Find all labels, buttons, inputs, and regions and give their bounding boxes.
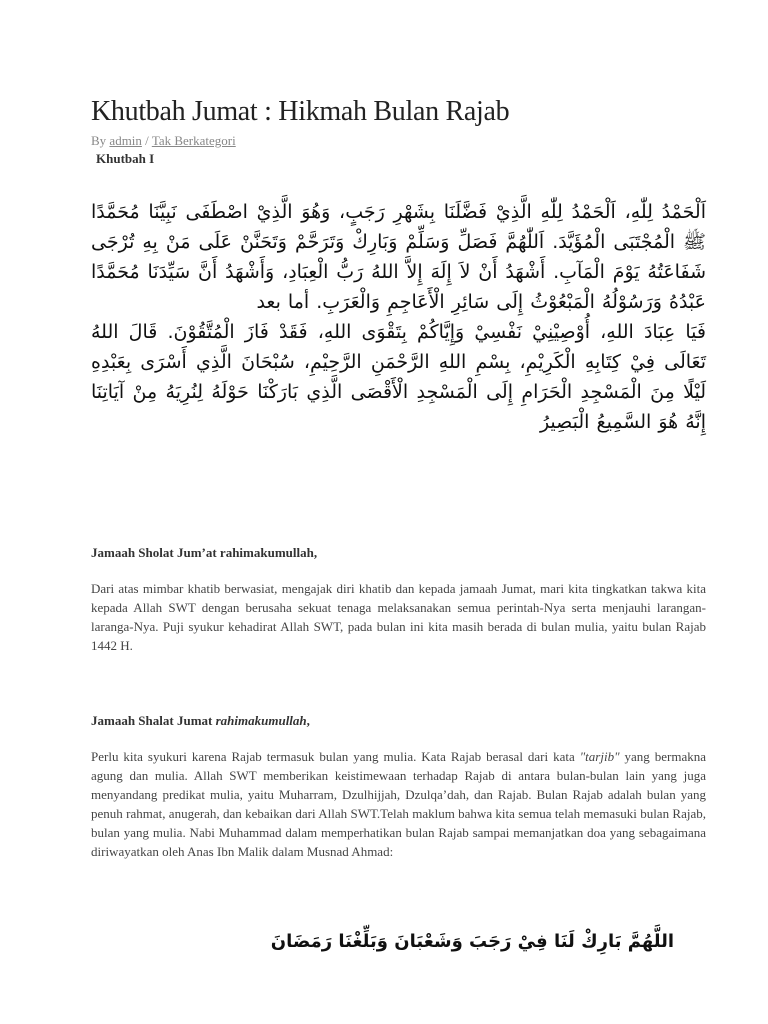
article-title: Khutbah Jumat : Hikmah Bulan Rajab: [91, 96, 510, 127]
author-link[interactable]: admin: [109, 133, 142, 148]
article: [91, 95, 706, 952]
section-heading-2: [91, 713, 706, 729]
arabic-text-block: [91, 197, 706, 437]
meta-by-prefix: By: [91, 133, 110, 148]
paragraph-2-part2: yang bermakna agung dan mulia. Allah SWT memberikan keistimewaan terhadap Rajab di antara bulan-bulan lain yang juga menyandang predikat mulia, yaitu Muharram, Dzulhijjah, Dzulqa’dah, dan Rajab. Bulan Rajab adalah bulan yang penuh rahmat, anugerah, dan kebaikan dari Allah SWT.Telah maklum bahwa kita semua telah memasuki bulan Rajab, bulan yang mulia. Nabi Muhammad dalam memperhatikan bulan Rajab sampai memanjatkan doa yang sebagaimana diriwayatkan oleh Anas Ibn Malik dalam Musnad Ahmad:: [91, 749, 706, 859]
article-meta: [91, 133, 706, 149]
heading-2-suffix: ,: [306, 713, 310, 728]
arabic-second: فَيَا عِبَادَ اللهِ، أُوْصِيْنِيْ نَفْسِيْ وَإِيَّاكُمْ بِتَقْوَى اللهِ، فَقَدْ فَازَ الْمُتَّقُوْنَ. قَالَ اللهُ تَعَالَى فِيْ كِتَابِهِ الْكَرِيْمِ، بِسْمِ اللهِ الرَّحْمَنِ الرَّحِيْمِ، سُبْحَانَ الَّذِي أَسْرَى بِعَبْدِهِ لَيْلًا مِنَ الْمَسْجِدِ الْحَرَامِ إِلَى الْمَسْجِدِ الْأَقْصَى الَّذِي بَارَكْنَا حَوْلَهُ لِنُرِيَهُ مِنْ آيَاتِنَا إِنَّهُ هُوَ السَّمِيعُ الْبَصِيرُ: [91, 321, 706, 433]
heading-2-prefix: Jamaah Shalat Jumat: [91, 713, 216, 728]
khutbah-label: Khutbah I: [96, 151, 155, 166]
paragraph-2-part1: Perlu kita syukuri karena Rajab termasuk bulan yang mulia. Kata Rajab berasal dari kata: [91, 749, 580, 764]
paragraph-2-italic: "tarjib": [579, 749, 620, 764]
heading-2-italic: rahimakumullah: [215, 713, 307, 728]
meta-separator: /: [141, 133, 152, 148]
paragraph-1: Dari atas mimbar khatib berwasiat, mengajak diri khatib dan kepada jamaah Jumat, mari kita tingkatkan takwa kita kepada Allah SWT dengan berusaha sekuat tenaga melaksanakan semua perintah-Nya serta menjauhi larangan-laranga-Nya. Puji syukur kehadirat Allah SWT, pada bulan ini kita masih berada di bulan mulia, yaitu bulan Rajab 1442 H.: [91, 581, 706, 653]
category-link[interactable]: Tak Berkategori: [151, 133, 236, 148]
doa-arabic: اللَّهُمَّ بَارِكْ لَنَا فِيْ رَجَبَ وَشَعْبَانَ وَبَلِّغْنَا رَمَضَانَ: [270, 931, 674, 952]
section-heading-1: Jamaah Sholat Jum’at rahimakumullah,: [91, 545, 318, 560]
arabic-opening: اَلْحَمْدُ لِلّٰهِ، اَلْحَمْدُ لِلّٰهِ الَّذِيْ فَضَّلَنَا بِشَهْرِ رَجَبٍ، وَهُوَ الَّذِيْ اصْطَفَى نَبِيَّنَا مُحَمَّدًا ﷺ الْمُجْتَبَى الْمُؤَيَّدَ. اَللّٰهُمَّ فَصَلِّ وَسَلِّمْ وَبَارِكْ وَتَرَحَّمْ وَتَحَنَّنْ عَلَى مَنْ بِهِ تُرْجَى شَفَاعَتُهُ يَوْمَ الْمَآبِ. أَشْهَدُ أَنْ لاَ إِلَهَ إِلاَّ اللهُ رَبُّ الْعِبَادِ، وَأَشْهَدُ أَنَّ سَيِّدَنَا مُحَمَّدًا عَبْدُهُ وَرَسُوْلُهُ الْمَبْعُوْثُ إِلَى سَائِرِ الْأَعَاجِمِ وَالْعَرَبِ. أما بعد: [91, 201, 706, 313]
paragraph-2: [91, 747, 706, 861]
